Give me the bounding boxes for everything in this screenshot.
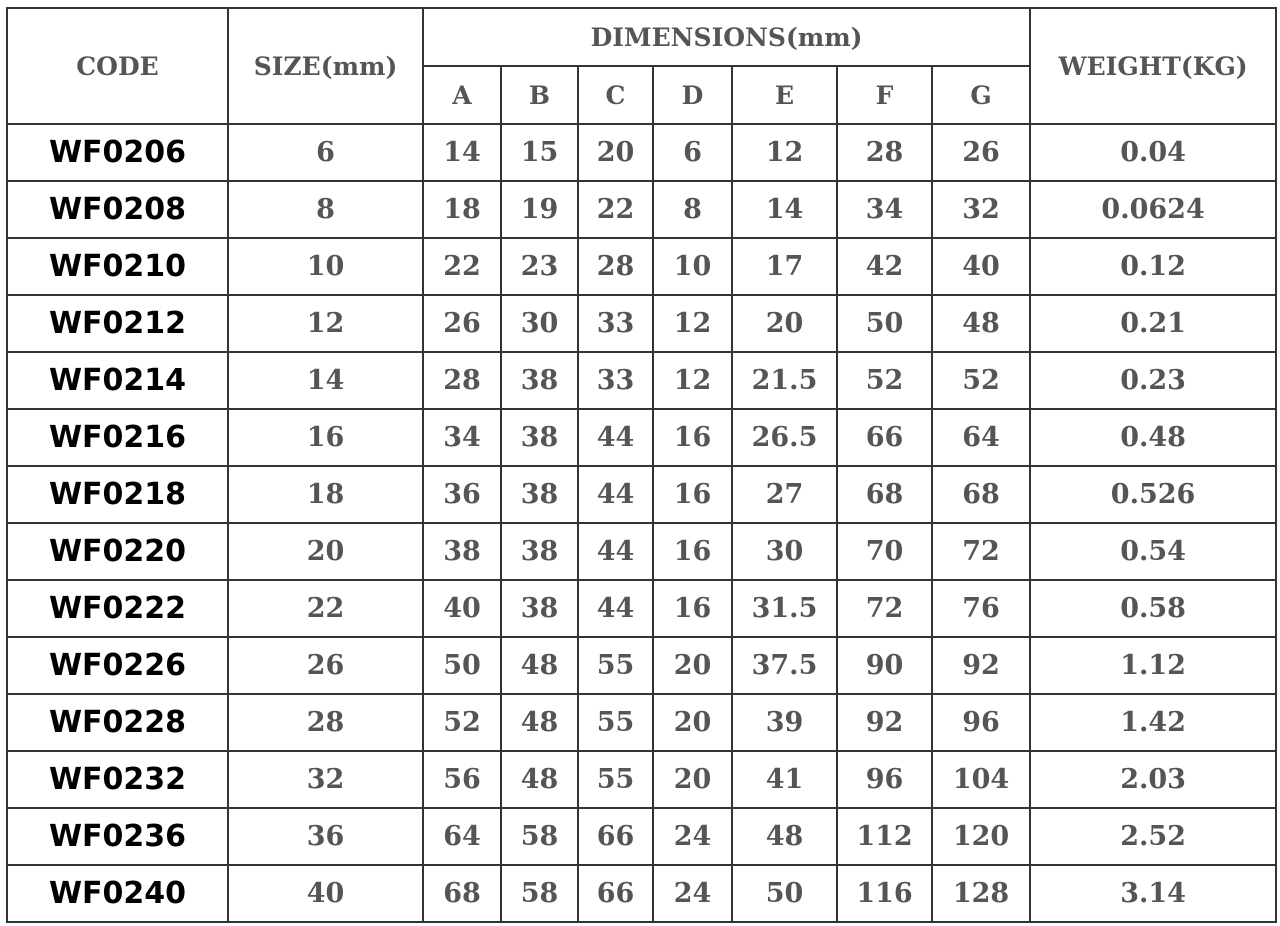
cell-weight: 0.0624 [1030,181,1276,238]
table-row [7,751,1276,808]
cell-weight: 1.12 [1030,637,1276,694]
cell-dim-f: 68 [837,466,932,523]
header-dim-a: A [423,66,501,124]
header-dim-f: F [837,66,932,124]
cell-dim-e: 39 [732,694,837,751]
header-dim-b: B [501,66,578,124]
header-code: CODE [7,8,228,124]
cell-dim-b: 38 [501,466,578,523]
table-row [7,694,1276,751]
cell-dim-e: 50 [732,865,837,922]
cell-dim-a: 64 [423,808,501,865]
table-row [7,466,1276,523]
table-row [7,580,1276,637]
cell-dim-d: 10 [653,238,732,295]
cell-dim-a: 40 [423,580,501,637]
cell-code: WF0240 [7,865,228,922]
cell-dim-d: 24 [653,865,732,922]
cell-dim-c: 44 [578,580,653,637]
table-row [7,637,1276,694]
cell-code: WF0236 [7,808,228,865]
cell-code: WF0206 [7,124,228,181]
cell-dim-c: 44 [578,466,653,523]
cell-dim-a: 68 [423,865,501,922]
cell-size: 12 [228,295,423,352]
cell-dim-b: 58 [501,865,578,922]
cell-dim-f: 90 [837,637,932,694]
cell-dim-e: 27 [732,466,837,523]
cell-dim-f: 92 [837,694,932,751]
cell-dim-g: 120 [932,808,1030,865]
cell-dim-a: 34 [423,409,501,466]
cell-dim-d: 16 [653,523,732,580]
cell-size: 8 [228,181,423,238]
cell-weight: 0.48 [1030,409,1276,466]
cell-weight: 0.12 [1030,238,1276,295]
cell-code: WF0222 [7,580,228,637]
cell-dim-e: 30 [732,523,837,580]
header-dimensions: DIMENSIONS(mm) [423,8,1030,66]
cell-dim-a: 22 [423,238,501,295]
cell-dim-f: 42 [837,238,932,295]
cell-dim-g: 48 [932,295,1030,352]
cell-size: 16 [228,409,423,466]
cell-dim-g: 92 [932,637,1030,694]
cell-weight: 2.03 [1030,751,1276,808]
cell-dim-f: 28 [837,124,932,181]
cell-size: 20 [228,523,423,580]
cell-dim-a: 26 [423,295,501,352]
cell-weight: 1.42 [1030,694,1276,751]
cell-size: 18 [228,466,423,523]
cell-dim-b: 38 [501,409,578,466]
cell-dim-g: 68 [932,466,1030,523]
cell-dim-d: 6 [653,124,732,181]
cell-size: 6 [228,124,423,181]
cell-code: WF0218 [7,466,228,523]
cell-dim-b: 15 [501,124,578,181]
header-size: SIZE(mm) [228,8,423,124]
cell-dim-g: 72 [932,523,1030,580]
cell-size: 26 [228,637,423,694]
cell-dim-f: 50 [837,295,932,352]
cell-dim-e: 20 [732,295,837,352]
cell-size: 36 [228,808,423,865]
cell-dim-b: 38 [501,580,578,637]
cell-dim-f: 96 [837,751,932,808]
cell-dim-c: 55 [578,694,653,751]
cell-dim-a: 38 [423,523,501,580]
cell-dim-b: 38 [501,523,578,580]
cell-code: WF0228 [7,694,228,751]
cell-size: 28 [228,694,423,751]
cell-dim-b: 48 [501,694,578,751]
cell-dim-b: 30 [501,295,578,352]
cell-code: WF0210 [7,238,228,295]
cell-code: WF0220 [7,523,228,580]
cell-dim-d: 16 [653,466,732,523]
cell-dim-e: 21.5 [732,352,837,409]
cell-dim-d: 16 [653,409,732,466]
table-row [7,181,1276,238]
cell-dim-f: 66 [837,409,932,466]
cell-dim-c: 44 [578,523,653,580]
header-dim-c: C [578,66,653,124]
table-row [7,409,1276,466]
table-row [7,352,1276,409]
cell-size: 32 [228,751,423,808]
cell-dim-e: 41 [732,751,837,808]
cell-dim-e: 14 [732,181,837,238]
cell-dim-g: 32 [932,181,1030,238]
cell-dim-c: 33 [578,352,653,409]
cell-weight: 0.04 [1030,124,1276,181]
cell-dim-c: 55 [578,751,653,808]
cell-dim-d: 8 [653,181,732,238]
cell-dim-d: 12 [653,352,732,409]
cell-dim-a: 36 [423,466,501,523]
table-row [7,808,1276,865]
cell-dim-f: 52 [837,352,932,409]
spec-table [6,7,1277,923]
cell-weight: 3.14 [1030,865,1276,922]
header-row-top [7,8,1276,66]
cell-code: WF0232 [7,751,228,808]
cell-dim-a: 14 [423,124,501,181]
cell-dim-e: 48 [732,808,837,865]
header-dim-g: G [932,66,1030,124]
cell-dim-g: 96 [932,694,1030,751]
cell-weight: 0.54 [1030,523,1276,580]
cell-dim-c: 66 [578,865,653,922]
cell-dim-g: 128 [932,865,1030,922]
cell-dim-e: 37.5 [732,637,837,694]
cell-weight: 0.526 [1030,466,1276,523]
table-row [7,523,1276,580]
header-dim-d: D [653,66,732,124]
cell-dim-g: 64 [932,409,1030,466]
cell-dim-c: 20 [578,124,653,181]
cell-size: 10 [228,238,423,295]
cell-dim-f: 72 [837,580,932,637]
cell-code: WF0208 [7,181,228,238]
cell-dim-e: 17 [732,238,837,295]
cell-code: WF0216 [7,409,228,466]
cell-size: 14 [228,352,423,409]
cell-weight: 0.58 [1030,580,1276,637]
table-row [7,865,1276,922]
header-weight: WEIGHT(KG) [1030,8,1276,124]
cell-dim-b: 19 [501,181,578,238]
cell-dim-d: 12 [653,295,732,352]
cell-dim-b: 48 [501,751,578,808]
header-dim-e: E [732,66,837,124]
cell-dim-a: 52 [423,694,501,751]
cell-dim-g: 26 [932,124,1030,181]
cell-dim-c: 33 [578,295,653,352]
cell-dim-g: 104 [932,751,1030,808]
cell-dim-a: 56 [423,751,501,808]
table-row [7,124,1276,181]
cell-dim-e: 12 [732,124,837,181]
cell-dim-a: 28 [423,352,501,409]
cell-dim-g: 52 [932,352,1030,409]
cell-dim-b: 38 [501,352,578,409]
cell-dim-g: 76 [932,580,1030,637]
cell-dim-e: 26.5 [732,409,837,466]
cell-dim-d: 20 [653,751,732,808]
cell-code: WF0226 [7,637,228,694]
cell-dim-f: 34 [837,181,932,238]
cell-dim-c: 66 [578,808,653,865]
cell-weight: 2.52 [1030,808,1276,865]
cell-size: 40 [228,865,423,922]
cell-dim-c: 22 [578,181,653,238]
cell-dim-a: 50 [423,637,501,694]
cell-dim-c: 28 [578,238,653,295]
table-header [7,8,1276,124]
cell-dim-c: 44 [578,409,653,466]
cell-dim-c: 55 [578,637,653,694]
cell-dim-d: 24 [653,808,732,865]
cell-dim-d: 16 [653,580,732,637]
cell-dim-f: 112 [837,808,932,865]
cell-weight: 0.21 [1030,295,1276,352]
cell-dim-e: 31.5 [732,580,837,637]
cell-dim-a: 18 [423,181,501,238]
cell-dim-b: 48 [501,637,578,694]
cell-dim-b: 23 [501,238,578,295]
cell-dim-g: 40 [932,238,1030,295]
cell-dim-b: 58 [501,808,578,865]
cell-dim-d: 20 [653,694,732,751]
table-row [7,238,1276,295]
cell-code: WF0214 [7,352,228,409]
cell-code: WF0212 [7,295,228,352]
cell-dim-d: 20 [653,637,732,694]
cell-size: 22 [228,580,423,637]
table-row [7,295,1276,352]
table-body [7,124,1276,922]
cell-dim-f: 116 [837,865,932,922]
cell-dim-f: 70 [837,523,932,580]
cell-weight: 0.23 [1030,352,1276,409]
